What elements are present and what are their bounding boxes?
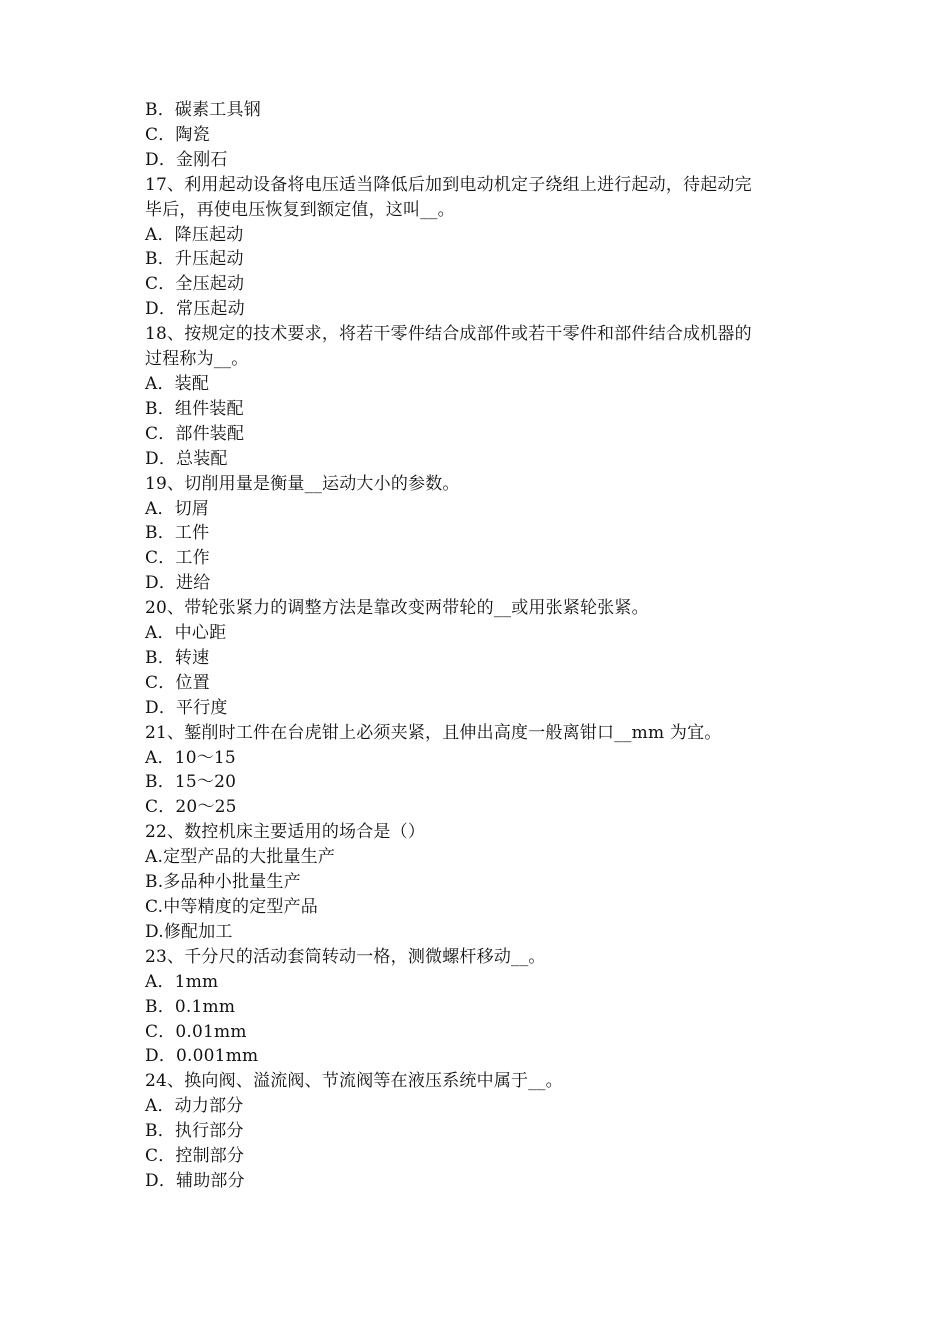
- option-line: C．工作: [145, 548, 210, 569]
- option-line: A．10～15: [145, 747, 236, 768]
- option-line: C．部件装配: [145, 423, 245, 444]
- option-line: D．常压起动: [145, 299, 245, 320]
- option-line: B．组件装配: [145, 398, 244, 419]
- option-line: A．切屑: [145, 498, 210, 519]
- option-line: B．工件: [145, 523, 210, 544]
- option-line: A．降压起动: [145, 224, 244, 245]
- question-19: 19、切削用量是衡量__运动大小的参数。: [145, 473, 460, 494]
- option-line: D.修配加工: [145, 921, 233, 942]
- option-line: D．平行度: [145, 697, 228, 718]
- option-line: B.多品种小批量生产: [145, 872, 301, 893]
- option-line: B．执行部分: [145, 1121, 244, 1142]
- document-page: [145, 98, 825, 1194]
- question-18-line-1: 18、按规定的技术要求，将若干零件结合成部件或若干零件和部件结合成机器的: [145, 324, 752, 345]
- option-line: A．1mm: [145, 971, 219, 992]
- option-line: B．转速: [145, 647, 210, 668]
- question-21: 21、錾削时工件在台虎钳上必须夹紧，且伸出高度一般离钳口__mm 为宜。: [145, 722, 722, 743]
- option-line: C．全压起动: [145, 274, 245, 295]
- question-20: 20、带轮张紧力的调整方法是靠改变两带轮的__或用张紧轮张紧。: [145, 598, 649, 619]
- option-line: B．0.1mm: [145, 996, 236, 1017]
- option-line: D．金刚石: [145, 149, 228, 170]
- option-line: A．中心距: [145, 623, 227, 644]
- option-line: C．20～25: [145, 797, 237, 818]
- option-line: C．0.01mm: [145, 1021, 247, 1042]
- question-18-line-2: 过程称为__。: [145, 349, 249, 370]
- option-line: C．陶瓷: [145, 124, 210, 145]
- question-24: 24、换向阀、溢流阀、节流阀等在液压系统中属于__。: [145, 1071, 563, 1092]
- option-line: C.中等精度的定型产品: [145, 897, 319, 917]
- option-line: B．15～20: [145, 772, 237, 793]
- option-line: A．动力部分: [145, 1096, 244, 1117]
- question-17-line-1: 17、利用起动设备将电压适当降低后加到电动机定子绕组上进行起动，待起动完: [145, 174, 752, 195]
- option-line: B．碳素工具钢: [145, 100, 261, 120]
- option-line: D．0.001mm: [145, 1046, 259, 1067]
- option-line: D．总装配: [145, 448, 228, 469]
- option-line: C．位置: [145, 672, 210, 693]
- question-23: 23、千分尺的活动套筒转动一格，测微螺杆移动__。: [145, 946, 546, 967]
- option-line: D．进给: [145, 573, 211, 594]
- option-line: D．辅助部分: [145, 1170, 245, 1191]
- option-line: B．升压起动: [145, 249, 244, 270]
- option-line: C．控制部分: [145, 1146, 245, 1167]
- question-22: 22、数控机床主要适用的场合是（）: [145, 822, 426, 843]
- question-17-line-2: 毕后，再使电压恢复到额定值，这叫__。: [145, 199, 455, 220]
- option-line: A．装配: [145, 373, 210, 394]
- option-line: A.定型产品的大批量生产: [145, 847, 336, 868]
